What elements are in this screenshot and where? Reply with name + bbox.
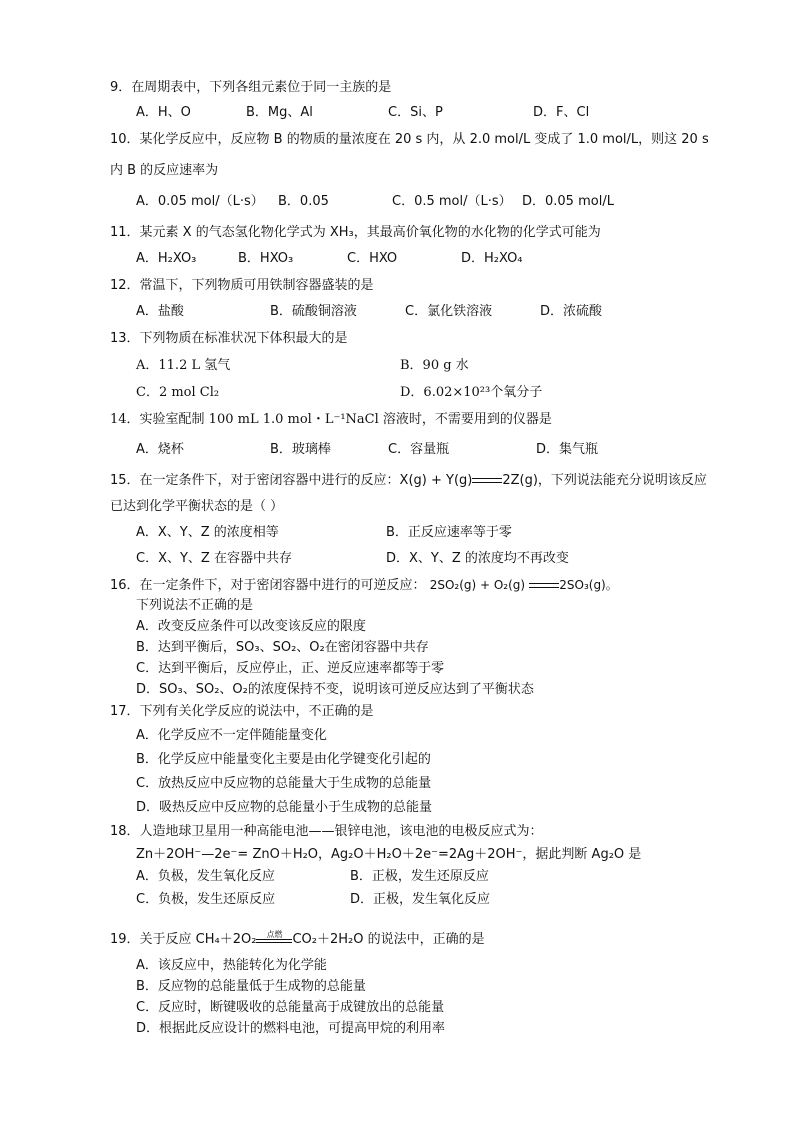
question-16-option-c: C．达到平衡后，反应停止，正、逆反应速率都等于零 xyxy=(136,661,445,676)
question-18-equation: Zn＋2OH⁻—2e⁻= ZnO＋H₂O，Ag₂O＋H₂O＋2e⁻=2Ag＋2OH⁻，据此判断 Ag₂O 是 xyxy=(136,847,642,862)
question-13-option-c: C．2 mol Cl₂ xyxy=(136,385,220,400)
question-17-option-c: C．放热反应中反应物的总能量大于生成物的总能量 xyxy=(136,776,432,791)
question-14-option-b: B．玻璃棒 xyxy=(270,442,331,457)
question-10-option-d: D．0.05 mol/L xyxy=(522,194,614,209)
question-19-stem-part2: CO₂＋2H₂O 的说法中，正确的是 xyxy=(292,932,485,947)
question-18-option-b: B．正极，发生还原反应 xyxy=(350,869,489,884)
question-16-option-b: B．达到平衡后，SO₃、SO₂、O₂在密闭容器中共存 xyxy=(136,640,429,655)
question-12-option-d: D．浓硫酸 xyxy=(540,304,603,319)
question-14-stem: 14．实验室配制 100 mL 1.0 mol・L⁻¹NaCl 溶液时，不需要用到的仪器是 xyxy=(110,412,552,427)
question-14-option-d: D．集气瓶 xyxy=(536,442,599,457)
question-11-stem: 11．某元素 X 的气态氢化物化学式为 XH₃，其最高价氧化物的水化物的化学式可能为 xyxy=(110,225,601,240)
question-10-stem-cont: 内 B 的反应速率为 xyxy=(110,163,219,178)
question-19-option-d: D．根据此反应设计的燃料电池，可提高甲烷的利用率 xyxy=(136,1021,446,1036)
question-18-option-a: A．负极，发生氧化反应 xyxy=(136,869,275,884)
question-18-option-d: D．正极，发生氧化反应 xyxy=(350,892,491,907)
question-17-option-a: A．化学反应不一定伴随能量变化 xyxy=(136,728,327,743)
question-16-stem xyxy=(110,576,618,595)
question-9-option-a: A．H、O xyxy=(136,105,191,120)
question-15-stem-part2: 2Z(g)，下列说法能充分说明该反应 xyxy=(502,473,707,488)
question-9-stem: 9．在周期表中，下列各组元素位于同一主族的是 xyxy=(110,80,392,95)
question-16-option-d: D．SO₃、SO₂、O₂的浓度保持不变，说明该可逆反应达到了平衡状态 xyxy=(136,682,534,697)
equilibrium-arrow-icon xyxy=(472,476,502,486)
question-16-equation-right: 2SO₃(g)。 xyxy=(559,578,618,592)
question-15-option-a: A．X、Y、Z 的浓度相等 xyxy=(136,525,279,540)
question-14-option-c: C．容量瓶 xyxy=(388,442,450,457)
reaction-condition-arrow xyxy=(256,929,292,947)
question-14-option-a: A．烧杯 xyxy=(136,442,184,457)
question-12-option-b: B．硫酸铜溶液 xyxy=(270,304,357,319)
question-13-option-a: A．11.2 L 氢气 xyxy=(136,358,231,373)
question-13-option-b: B．90 g 水 xyxy=(400,358,469,373)
question-16-equation-left: 2SO₂(g) + O₂(g) xyxy=(429,578,526,592)
question-17-option-b: B．化学反应中能量变化主要是由化学键变化引起的 xyxy=(136,752,431,767)
question-15-option-c: C．X、Y、Z 在容器中共存 xyxy=(136,551,292,566)
reaction-condition-label: 点燃 xyxy=(266,929,283,939)
question-19-stem-part1: 19．关于反应 CH₄＋2O₂ xyxy=(110,932,257,947)
question-11-option-c: C．HXO xyxy=(347,251,398,266)
question-16-stem-part1: 16．在一定条件下，对于密闭容器中进行的可逆反应： xyxy=(110,578,426,593)
question-10-option-a: A．0.05 mol/（L·s） xyxy=(136,194,264,209)
question-15-stem-cont: 已达到化学平衡状态的是（ ） xyxy=(110,499,284,514)
equilibrium-arrow-icon xyxy=(529,581,559,591)
question-17-stem: 17．下列有关化学反应的说法中，不正确的是 xyxy=(110,704,374,719)
question-15-option-b: B．正反应速率等于零 xyxy=(386,525,512,540)
question-18-stem: 18．人造地球卫星用一种高能电池——银锌电池，该电池的电极反应式为： xyxy=(110,824,543,839)
question-11-option-d: D．H₂XO₄ xyxy=(461,251,523,266)
question-10-stem: 10．某化学反应中，反应物 B 的物质的量浓度在 20 s 内，从 2.0 mol/L 变成了 1.0 mol/L，则这 20 s xyxy=(110,132,709,147)
question-10-option-c: C．0.5 mol/（L·s） xyxy=(392,194,512,209)
question-12-stem: 12．常温下，下列物质可用铁制容器盛装的是 xyxy=(110,278,374,293)
question-13-stem: 13．下列物质在标准状况下体积最大的是 xyxy=(110,331,348,346)
question-15-option-d: D．X、Y、Z 的浓度均不再改变 xyxy=(386,551,569,566)
question-15-stem-part1: 15．在一定条件下，对于密闭容器中进行的反应：X(g) + Y(g) xyxy=(110,473,473,488)
question-10-option-b: B．0.05 xyxy=(278,194,329,209)
question-19-option-a: A．该反应中，热能转化为化学能 xyxy=(136,958,327,973)
question-9-option-c: C．Si、P xyxy=(388,105,443,120)
question-17-option-d: D．吸热反应中反应物的总能量小于生成物的总能量 xyxy=(136,800,433,815)
question-18-option-c: C．负极，发生还原反应 xyxy=(136,892,276,907)
question-19-option-b: B．反应物的总能量低于生成物的总能量 xyxy=(136,979,366,994)
question-19-stem xyxy=(110,931,485,949)
question-11-option-a: A．H₂XO₃ xyxy=(136,251,197,266)
question-12-option-c: C．氯化铁溶液 xyxy=(405,304,493,319)
question-13-option-d: D．6.02×10²³个氧分子 xyxy=(400,385,543,400)
question-11-option-b: B．HXO₃ xyxy=(238,251,294,266)
question-16-stem-cont: 下列说法不正确的是 xyxy=(136,598,254,613)
question-12-option-a: A．盐酸 xyxy=(136,304,184,319)
question-19-option-c: C．反应时，断键吸收的总能量高于成键放出的总能量 xyxy=(136,1000,445,1015)
question-9-option-d: D．F、Cl xyxy=(533,105,590,120)
question-9-option-b: B．Mg、Al xyxy=(246,105,313,120)
question-16-option-a: A．改变反应条件可以改变该反应的限度 xyxy=(136,619,366,634)
question-15-stem xyxy=(110,472,707,490)
